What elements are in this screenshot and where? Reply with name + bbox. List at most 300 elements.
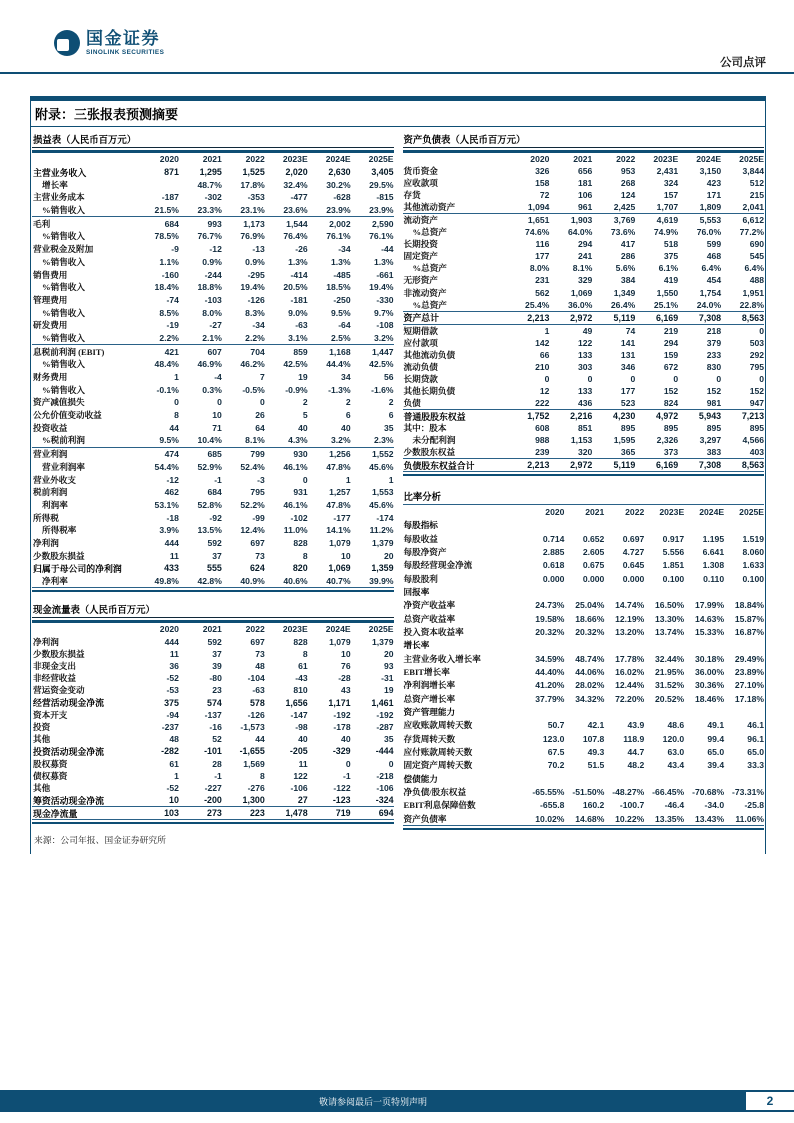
row-label: 现金净流量 — [33, 808, 78, 819]
row-label: 息税前利润 (EBIT) — [33, 346, 105, 357]
cell-value: -477 — [290, 192, 308, 203]
table-row — [32, 745, 394, 757]
row-label: 偿债能力 — [403, 773, 438, 784]
table-row — [32, 191, 394, 204]
cell-value: 120.0 — [662, 733, 685, 744]
cell-value: 73 — [255, 550, 265, 561]
cell-value: 5 — [302, 410, 308, 421]
cell-value: 11 — [298, 758, 308, 769]
cell-value: 61 — [298, 661, 308, 672]
cell-value: 8.5% — [159, 307, 179, 318]
cell-value: -9 — [171, 244, 179, 255]
cell-value: 46.2% — [240, 359, 265, 370]
appendix-title: 附录：三张报表预测摘要 — [31, 101, 765, 127]
cell-value: 3,405 — [371, 167, 394, 178]
cell-value: 436 — [578, 397, 593, 408]
cell-value: 53.1% — [154, 499, 179, 510]
cell-value: 76.1% — [369, 231, 394, 242]
cell-value: 0.9% — [245, 256, 265, 267]
year-label: 2020 — [159, 624, 179, 635]
cell-value: -192 — [376, 709, 394, 720]
cell-value: 2.2% — [245, 332, 265, 343]
cell-value: 15.33% — [694, 626, 725, 637]
cell-value: 0.618 — [542, 560, 565, 571]
year-label: 2025E — [368, 624, 394, 635]
cell-value: 383 — [706, 447, 722, 458]
cell-value: 64 — [255, 422, 265, 433]
table-row — [32, 344, 394, 358]
cell-value: 8 — [174, 410, 179, 421]
table-row — [32, 575, 394, 589]
cell-value: 1,069 — [328, 563, 351, 574]
table-row — [32, 648, 394, 660]
cell-value: 0 — [217, 397, 222, 408]
cell-value: 157 — [663, 190, 679, 201]
cell-value: 5,943 — [698, 411, 722, 421]
cell-value: 8 — [259, 770, 265, 781]
cell-value: 1.3% — [331, 256, 351, 267]
cell-value: 152 — [663, 385, 679, 396]
cell-value: 11 — [169, 550, 179, 561]
cell-value: 574 — [207, 697, 222, 708]
cell-value: 1,295 — [199, 167, 222, 178]
cell-value: -1 — [214, 474, 222, 485]
row-label: 研发费用 — [33, 320, 68, 331]
cell-value: 828 — [293, 636, 308, 647]
table-row — [403, 201, 765, 213]
cell-value: 931 — [293, 487, 308, 498]
cell-value: -28 — [338, 673, 351, 684]
cell-value: -106 — [376, 782, 394, 793]
cell-value: 23.6% — [283, 205, 308, 216]
cell-value: 25.04% — [575, 600, 605, 611]
cell-value: 23.3% — [197, 205, 222, 216]
cell-value: 30.2% — [326, 179, 351, 190]
table-row — [32, 306, 394, 319]
cell-value: 518 — [663, 239, 679, 250]
cell-value: 1.3% — [373, 256, 394, 267]
cell-value: -661 — [376, 269, 394, 280]
table-row — [32, 697, 394, 709]
cell-value: 365 — [620, 447, 636, 458]
cell-value: -192 — [333, 709, 351, 720]
cell-value: 33.3 — [747, 760, 765, 771]
cell-value: 1,094 — [527, 202, 550, 213]
table-row — [32, 806, 394, 820]
cell-value: -48.27% — [612, 787, 645, 798]
row-label: 净资产收益率 — [403, 600, 456, 611]
cell-value: 72.20% — [615, 693, 645, 704]
cell-value: -815 — [376, 192, 394, 203]
cell-value: -18 — [166, 512, 179, 523]
cell-value: 545 — [749, 251, 765, 262]
row-label: 资产管理能力 — [403, 707, 456, 718]
cell-value: 19.58% — [535, 613, 565, 624]
cell-value: 1,079 — [329, 636, 351, 647]
row-label: 筹资活动现金净流 — [33, 795, 104, 806]
cell-value: -353 — [247, 192, 265, 203]
cell-value: 29.5% — [369, 179, 394, 190]
cell-value: -628 — [333, 192, 351, 203]
footer-disclaimer-bar — [0, 1090, 746, 1112]
cell-value: 608 — [535, 423, 550, 434]
row-label: %销售收入 — [42, 307, 85, 318]
table-row — [403, 189, 765, 201]
cell-value: 70.2 — [547, 760, 565, 771]
cell-value: 76.7% — [197, 231, 222, 242]
cell-value: 131 — [620, 349, 636, 360]
cell-value: -102 — [290, 512, 308, 523]
cell-value: -0.1% — [156, 384, 179, 395]
page-footer — [0, 1090, 794, 1112]
year-label: 2024E — [699, 506, 725, 517]
cell-value: -330 — [376, 294, 394, 305]
section-header-row — [403, 772, 765, 785]
cell-value: 14.74% — [615, 600, 645, 611]
cell-value: -1 — [342, 770, 351, 781]
right-column — [403, 127, 765, 846]
cell-value: 44 — [169, 422, 179, 433]
cell-value: 141 — [620, 337, 636, 348]
cell-value: 1,256 — [329, 449, 351, 460]
cell-value: 13.74% — [655, 626, 685, 637]
cell-value: 324 — [663, 178, 679, 189]
cell-value: 7,308 — [698, 312, 722, 323]
table-row — [403, 226, 765, 238]
cell-value: -123 — [332, 795, 351, 806]
cell-value: 28.02% — [575, 680, 605, 691]
cell-value: 13.20% — [615, 626, 645, 637]
table-row — [32, 243, 394, 256]
section-header-row — [403, 639, 765, 652]
row-label: %销售收入 — [42, 231, 85, 242]
table-row — [32, 383, 394, 396]
cell-value: 1,903 — [570, 215, 593, 226]
table-row — [403, 397, 765, 409]
row-label: 应收款项 — [403, 178, 438, 189]
cell-value: 39.9% — [369, 576, 394, 587]
cell-value: 1,461 — [371, 697, 394, 708]
row-label: %销售收入 — [42, 205, 85, 216]
table-row — [32, 672, 394, 684]
cell-value: 76.4% — [283, 231, 308, 242]
cell-value: 177 — [620, 385, 636, 396]
cell-value: 107.8 — [582, 733, 605, 744]
cell-value: 1.633 — [742, 560, 765, 571]
cell-value: 1,257 — [329, 487, 351, 498]
table-row — [32, 371, 394, 384]
cell-value: 99.4 — [707, 733, 725, 744]
cell-value: 11.06% — [735, 813, 765, 824]
cell-value: 122 — [578, 337, 593, 348]
cell-value: 16.87% — [734, 626, 765, 637]
row-label: 应付款项 — [403, 337, 438, 348]
cell-value: 1,569 — [243, 758, 265, 769]
cell-value: 961 — [578, 202, 593, 213]
cell-value: 0.100 — [742, 573, 765, 584]
cell-value: 4.727 — [622, 546, 645, 557]
cell-value: 421 — [164, 346, 179, 357]
row-label: 股权募资 — [33, 758, 68, 769]
table-row — [32, 499, 394, 512]
row-label: 少数股东损益 — [33, 648, 85, 659]
cell-value: 2 — [388, 397, 394, 408]
cell-value: 4,566 — [742, 435, 765, 446]
row-label: 税前利润 — [33, 487, 68, 498]
year-label: 2025E — [739, 154, 765, 165]
table-row — [403, 349, 765, 361]
cell-value: 2.3% — [373, 435, 394, 446]
cell-value: 1,300 — [242, 795, 265, 806]
cell-value: 47.8% — [326, 461, 351, 472]
cell-value: 3,844 — [742, 166, 765, 177]
row-label: 资产总计 — [403, 313, 439, 324]
cell-value: 28 — [212, 758, 222, 769]
cell-value: 0.697 — [622, 533, 645, 544]
row-label: 长期投资 — [403, 239, 438, 250]
row-label: 非经营收益 — [33, 673, 76, 684]
row-label: 主营业务收入 — [33, 167, 87, 178]
cell-value: 20 — [383, 550, 394, 561]
cell-value: 7,308 — [698, 460, 722, 471]
cell-value: 1,656 — [285, 697, 308, 708]
cell-value: 592 — [207, 636, 222, 647]
cell-value: 122 — [293, 770, 308, 781]
cell-value: -94 — [166, 709, 179, 720]
cell-value: -444 — [375, 746, 394, 757]
cell-value: 423 — [706, 178, 722, 189]
cell-value: 159 — [663, 349, 679, 360]
cell-value: -52 — [166, 673, 179, 684]
balance-sheet-title: 资产负债表（人民币百万元） — [403, 132, 765, 148]
cell-value: 20.32% — [535, 626, 565, 637]
cell-value: 118.9 — [623, 733, 645, 744]
cell-value: 375 — [663, 251, 679, 262]
cell-value: -0.5% — [242, 384, 265, 395]
year-header-row — [32, 153, 394, 166]
row-label: 每股收益 — [403, 533, 438, 544]
cell-value: 8.0% — [202, 307, 222, 318]
appendix-section — [30, 96, 766, 854]
table-row — [403, 599, 765, 612]
cell-value: 35 — [383, 734, 394, 745]
row-label: 销售费用 — [33, 269, 68, 280]
cell-value: 48.7% — [197, 179, 222, 190]
cell-value: 16.02% — [615, 667, 645, 678]
row-label: EBIT利息保障倍数 — [403, 800, 476, 811]
cell-value: -34.0 — [704, 800, 725, 811]
cell-value: 403 — [749, 447, 765, 458]
cell-value: 1,079 — [329, 537, 351, 548]
cell-value: 2.885 — [542, 546, 565, 557]
cell-value: 8,563 — [741, 460, 765, 471]
cell-value: 444 — [164, 636, 179, 647]
row-label: 流动资产 — [403, 215, 438, 226]
cell-value: 828 — [293, 537, 308, 548]
cell-value: 51.5 — [587, 760, 605, 771]
cell-value: 697 — [250, 537, 265, 548]
cell-value: 14.63% — [694, 613, 725, 624]
cell-value: 44.06% — [575, 667, 605, 678]
year-label: 2024E — [325, 154, 351, 165]
cell-value: 26.4% — [610, 299, 636, 310]
cell-value: 2,630 — [328, 167, 351, 178]
cell-value: 672 — [663, 361, 679, 372]
cell-value: 599 — [706, 239, 722, 250]
cell-value: 1 — [174, 770, 179, 781]
cell-value: 36 — [169, 661, 179, 672]
cell-value: 0 — [388, 758, 394, 769]
row-label: 净利润 — [33, 537, 59, 548]
cell-value: 77.2% — [739, 227, 765, 238]
cell-value: -414 — [290, 269, 308, 280]
row-label: 短期借款 — [403, 325, 438, 336]
row-label: 资产负债率 — [403, 813, 447, 824]
cell-value: 1,553 — [372, 487, 394, 498]
cell-value: 24.0% — [696, 299, 722, 310]
cell-value: 2,020 — [285, 167, 308, 178]
income-statement-title: 损益表（人民币百万元） — [32, 132, 394, 148]
cell-value: 40.7% — [326, 576, 351, 587]
cell-value: 40 — [298, 734, 308, 745]
cell-value: 1.195 — [702, 533, 725, 544]
cell-value: 48 — [255, 661, 265, 672]
cell-value: -287 — [376, 721, 394, 732]
cell-value: 10.02% — [535, 813, 565, 824]
year-label: 2022 — [245, 624, 265, 635]
cell-value: 19.4% — [240, 282, 265, 293]
cell-value: 11 — [169, 648, 179, 659]
row-label: %总资产 — [412, 227, 447, 238]
cell-value: -1.6% — [371, 384, 394, 395]
cell-value: 3,297 — [699, 435, 722, 446]
cell-value: 52 — [212, 734, 222, 745]
table-row — [32, 319, 394, 332]
row-label: 负债 — [403, 397, 421, 408]
cell-value: 417 — [620, 239, 636, 250]
cell-value: 8.3% — [245, 307, 265, 318]
table-row — [32, 204, 394, 217]
cell-value: 34 — [341, 372, 351, 383]
row-label: 固定资产 — [403, 251, 438, 262]
cell-value: 292 — [749, 349, 765, 360]
cell-value: 72 — [539, 190, 550, 201]
cell-value: 48 — [169, 734, 179, 745]
cell-value: -19 — [166, 320, 179, 331]
cell-value: 11.2% — [369, 525, 394, 536]
cell-value: 592 — [207, 537, 222, 548]
cell-value: 223 — [249, 808, 265, 819]
cell-value: 44.4% — [326, 359, 351, 370]
cell-value: 2.5% — [331, 332, 351, 343]
cell-value: 52.8% — [197, 499, 222, 510]
two-column-layout — [31, 127, 765, 854]
cell-value: 286 — [620, 251, 636, 262]
cell-value: 14.68% — [575, 813, 605, 824]
cell-value: 43.9 — [627, 720, 645, 731]
cell-value: 40 — [298, 422, 308, 433]
table-row — [32, 524, 394, 537]
cell-value: 71 — [212, 422, 222, 433]
cell-value: -31 — [381, 673, 394, 684]
row-label: 资产减值损失 — [33, 397, 85, 408]
cell-value: 1,478 — [285, 808, 308, 819]
cell-value: 1.1% — [159, 256, 179, 267]
table-row — [403, 385, 765, 397]
row-label: 财务费用 — [33, 372, 68, 383]
cell-value: 124 — [620, 190, 636, 201]
cell-value: -108 — [376, 320, 394, 331]
row-label: 应收账款周转天数 — [403, 720, 473, 731]
cell-value: 5,119 — [613, 460, 636, 471]
cell-value: 78.5% — [154, 231, 179, 242]
cell-value: 17.99% — [694, 600, 725, 611]
cell-value: 210 — [535, 361, 550, 372]
cell-value: 824 — [663, 397, 679, 408]
cell-value: 22.8% — [739, 299, 765, 310]
cell-value: -147 — [290, 709, 308, 720]
cell-value: 694 — [378, 808, 394, 819]
cell-value: -1,573 — [240, 721, 265, 732]
row-label: 普通股股东权益 — [403, 411, 466, 422]
cell-value: 1,173 — [243, 218, 265, 229]
table-row — [403, 812, 765, 826]
cell-value: 419 — [663, 275, 679, 286]
cell-value: 685 — [207, 449, 222, 460]
cell-value: 895 — [663, 423, 679, 434]
cell-value: -4 — [214, 372, 222, 383]
cell-value: -178 — [333, 721, 351, 732]
cell-value: 1,349 — [613, 287, 636, 298]
row-label: 投资活动现金净流 — [33, 746, 104, 757]
cell-value: -43 — [295, 673, 308, 684]
cell-value: -34 — [338, 244, 351, 255]
cell-value: 50.7 — [547, 720, 565, 731]
cell-value: 1,359 — [371, 563, 394, 574]
cell-value: 35 — [383, 422, 394, 433]
row-label: 债权募资 — [33, 770, 68, 781]
cell-value: -126 — [247, 294, 265, 305]
cell-value: 74.6% — [525, 227, 550, 238]
row-label: EBIT增长率 — [403, 667, 450, 678]
cell-value: -1 — [214, 770, 222, 781]
cell-value: 607 — [207, 346, 222, 357]
cell-value: 42.5% — [283, 359, 308, 370]
cell-value: 2,213 — [527, 312, 550, 323]
row-label: 存货周转天数 — [403, 733, 456, 744]
table-row — [403, 311, 765, 324]
cell-value: 133 — [578, 385, 593, 396]
cell-value: -63 — [295, 320, 308, 331]
table-row — [32, 256, 394, 269]
balance-sheet-table — [403, 150, 765, 476]
table-row — [403, 665, 765, 678]
cell-value: 1,651 — [527, 215, 550, 226]
cell-value: 52.4% — [240, 461, 265, 472]
cell-value: -16 — [209, 721, 222, 732]
cell-value: 268 — [620, 178, 636, 189]
table-row — [403, 572, 765, 585]
year-label: 2023E — [659, 506, 685, 517]
cell-value: -137 — [204, 709, 222, 720]
cell-value: 0 — [259, 397, 265, 408]
row-label: 总资产增长率 — [403, 693, 456, 704]
table-row — [32, 294, 394, 307]
cell-value: 48.74% — [575, 653, 605, 664]
income-statement-table — [32, 150, 394, 592]
cell-value: 43 — [341, 685, 351, 696]
cell-value: 0 — [673, 373, 679, 384]
